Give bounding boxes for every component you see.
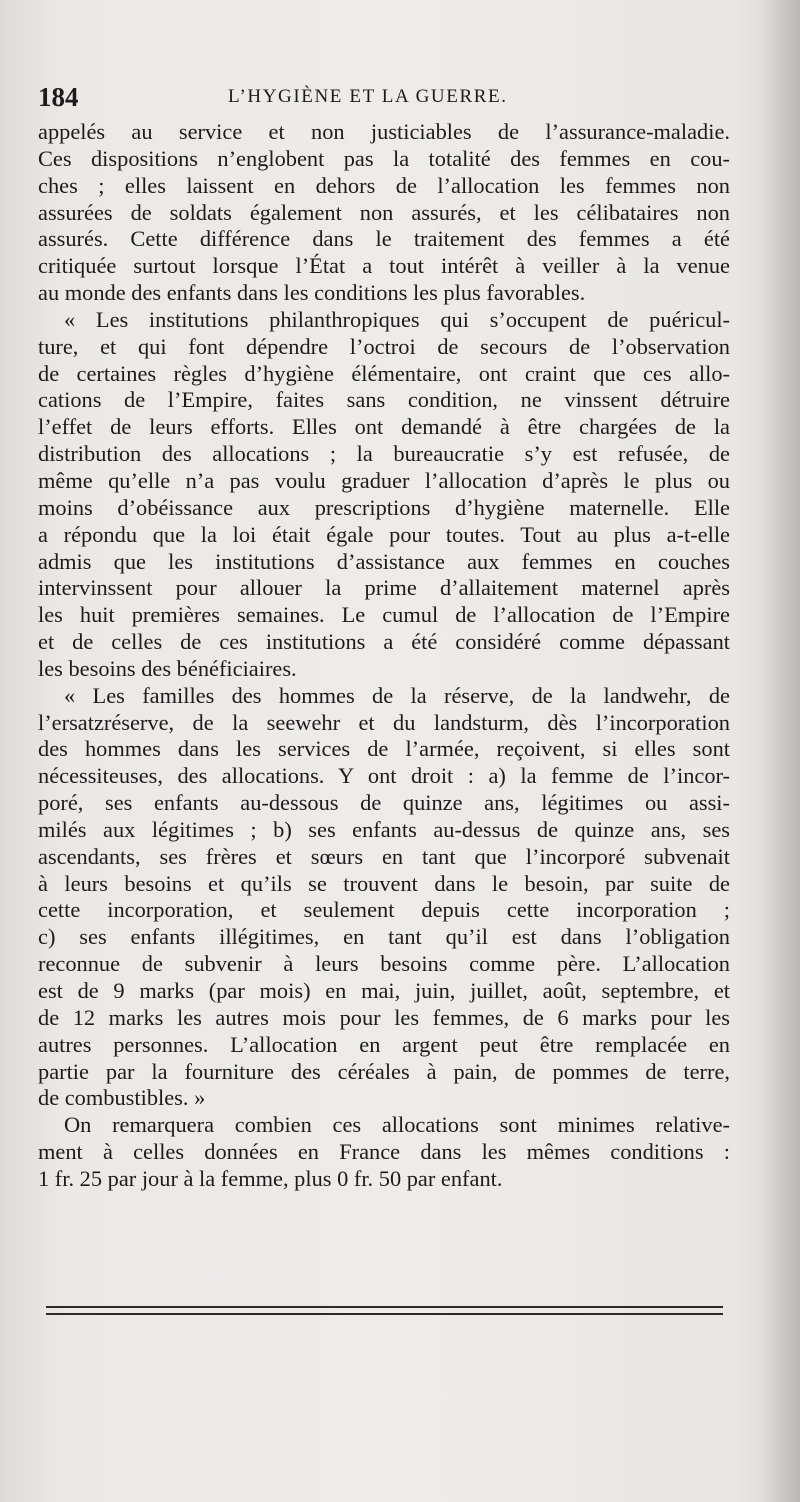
text-line: les huit premières semaines. Le cumul de l’allocation de l’Empire	[38, 602, 730, 628]
text-line: de certaines règles d’hygiène élémentaire, ont craint que ces allo-	[38, 360, 730, 386]
text-line: appelés au service et non justiciables de l’assurance-maladie.	[38, 119, 730, 144]
text-line: l’effet de leurs efforts. Elles ont demandé à être chargées de la	[38, 414, 730, 440]
text-line: moins d’obéissance aux prescriptions d’hygiène maternelle. Elle	[38, 494, 730, 520]
text-line: autres personnes. L’allocation en argent peut être remplacée en	[38, 1031, 730, 1057]
text-line: des hommes dans les services de l’armée, reçoivent, si elles sont	[38, 736, 730, 762]
text-line: a répondu que la loi était égale pour toutes. Tout au plus a-t-elle	[38, 521, 730, 547]
text-line: On remarquera combien ces allocations sont minimes relative-	[64, 1112, 730, 1138]
text-line: critiquée surtout lorsque l’État a tout intérêt à veiller à la venue	[38, 253, 730, 279]
text-line: est de 9 marks (par mois) en mai, juin, juillet, août, septembre, et	[38, 978, 730, 1003]
text-line: « Les familles des hommes de la réserve, de la landwehr, de	[64, 682, 730, 708]
text-line: ascendants, ses frères et sœurs en tant que l’incorporé subvenait	[38, 843, 730, 869]
text-line: distribution des allocations ; la bureaucratie s’y est refusée, de	[38, 441, 730, 467]
text-line: de combustibles. »	[38, 1085, 206, 1111]
text-line: assurées de soldats également non assurés, et les célibataires non	[38, 199, 730, 225]
text-line: de 12 marks les autres mois pour les femmes, de 6 marks pour les	[38, 1004, 730, 1030]
page-number: 184	[38, 82, 79, 112]
text-line: et de celles de ces institutions a été considéré comme dépassant	[38, 629, 730, 655]
text-line: poré, ses enfants au-dessous de quinze ans, légitimes ou assi-	[38, 790, 730, 816]
text-line: 1 fr. 25 par jour à la femme, plus 0 fr. 50 par enfant.	[38, 1165, 503, 1191]
page-edge-shadow	[760, 0, 800, 1502]
text-line: même qu’elle n’a pas voulu graduer l’allocation d’après le plus ou	[38, 467, 730, 493]
body-text	[38, 119, 730, 1193]
text-line: cette incorporation, et seulement depuis cette incorporation ;	[38, 897, 730, 923]
text-line: milés aux légitimes ; b) ses enfants au-dessus de quinze ans, ses	[38, 816, 730, 842]
text-line: l’ersatzréserve, de la seewehr et du landsturm, dès l’incorporation	[38, 709, 730, 735]
text-line: cations de l’Empire, faites sans condition, ne vinssent détruire	[38, 387, 730, 413]
text-line: ches ; elles laissent en dehors de l’allocation les femmes non	[38, 172, 730, 198]
text-line: intervinssent pour allouer la prime d’allaitement maternel après	[38, 575, 730, 601]
text-line: les besoins des bénéficiaires.	[38, 655, 297, 681]
closing-rule-top	[46, 1306, 723, 1308]
running-title: L’HYGIÈNE ET LA GUERRE.	[228, 86, 508, 107]
text-line: ment à celles données en France dans les mêmes conditions :	[38, 1139, 730, 1165]
text-line: nécessiteuses, des allocations. Y ont droit : a) la femme de l’incor-	[38, 763, 730, 789]
text-line: reconnue de subvenir à leurs besoins comme père. L’allocation	[38, 951, 730, 977]
text-line: assurés. Cette différence dans le traitement des femmes a été	[38, 226, 730, 252]
text-line: « Les institutions philanthropiques qui s’occupent de puéricul-	[64, 306, 730, 332]
page-header	[38, 82, 728, 112]
closing-rule-bottom	[46, 1313, 723, 1315]
text-line: ture, et qui font dépendre l’octroi de secours de l’observation	[38, 333, 730, 359]
text-line: c) ses enfants illégitimes, en tant qu’il est dans l’obligation	[38, 924, 730, 950]
text-line: partie par la fourniture des céréales à pain, de pommes de terre,	[38, 1058, 730, 1084]
text-line: à leurs besoins et qu’ils se trouvent dans le besoin, par suite de	[38, 870, 730, 896]
text-line: Ces dispositions n’englobent pas la totalité des femmes en cou-	[38, 145, 730, 171]
text-line: au monde des enfants dans les conditions les plus favorables.	[38, 280, 586, 306]
text-line: admis que les institutions d’assistance aux femmes en couches	[38, 548, 730, 574]
